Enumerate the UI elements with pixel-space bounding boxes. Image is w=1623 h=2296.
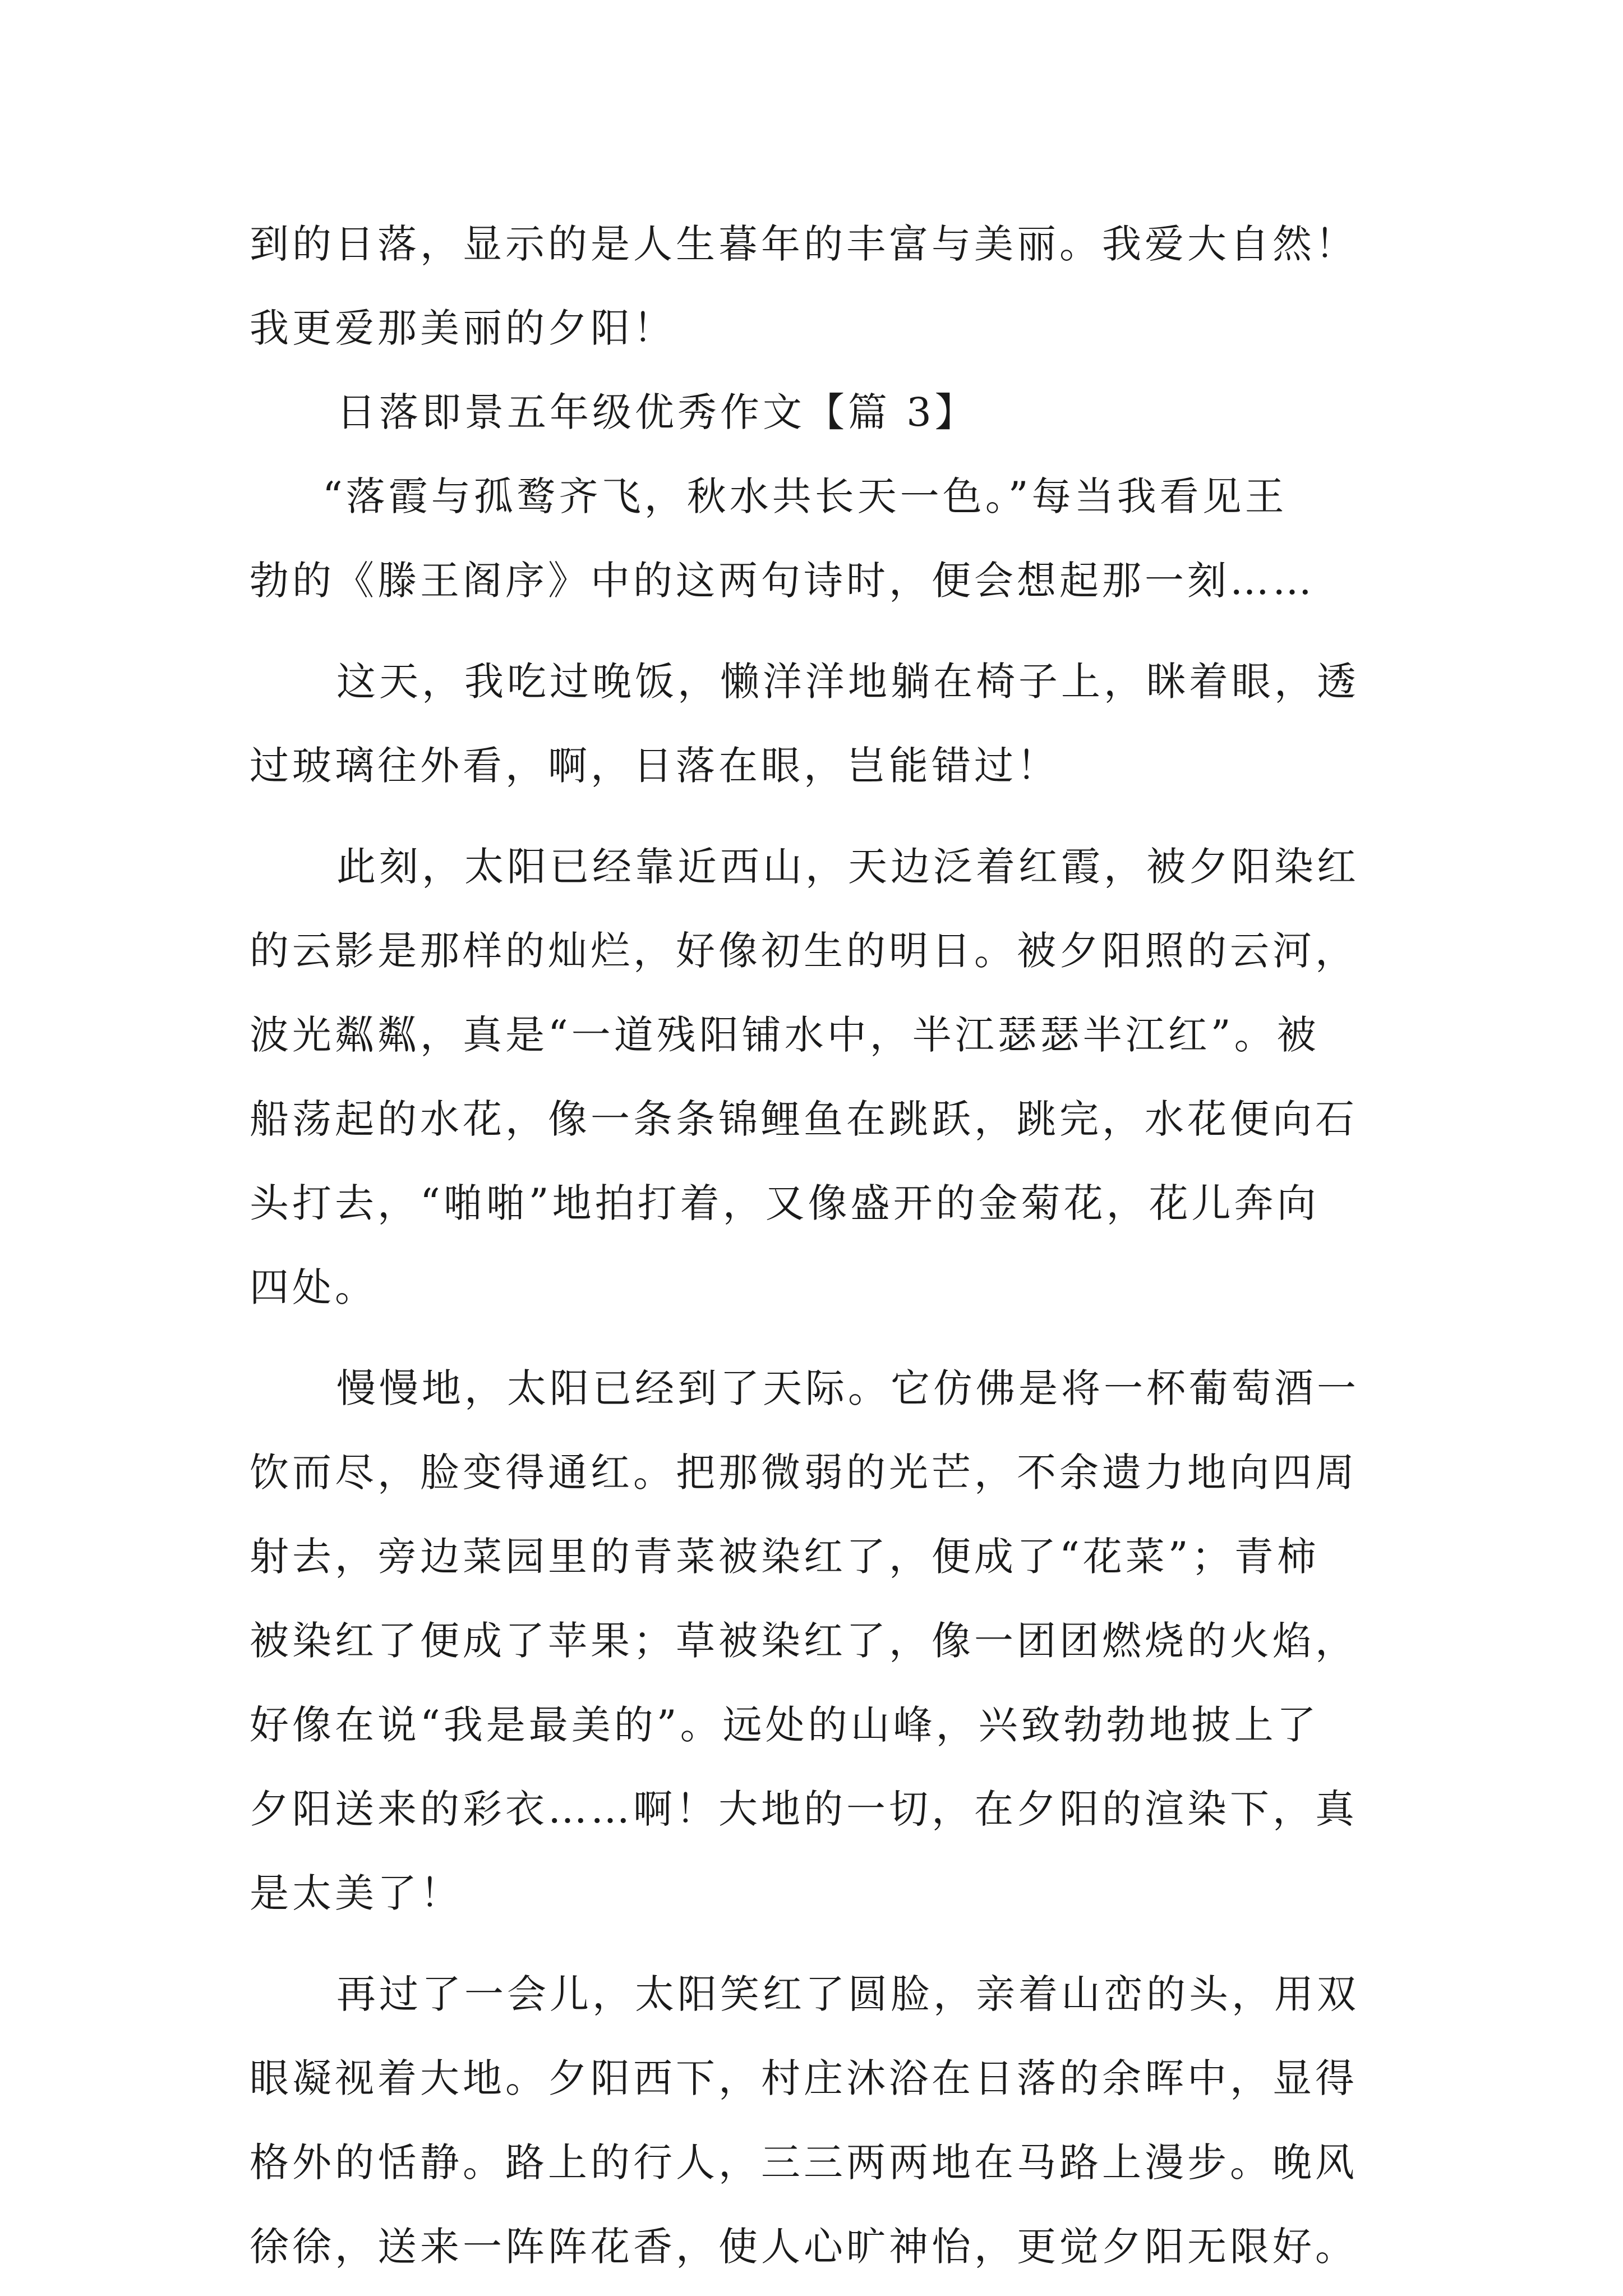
paragraph-5: [250, 1346, 1399, 1935]
paragraph-line: 徐徐，送来一阵阵花香，使人心旷神怡，更觉夕阳无限好。: [250, 2224, 1358, 2270]
paragraph-4: [250, 825, 1399, 1329]
paragraph-line: 再过了一会儿，太阳笑红了圆脸，亲着山峦的头，用双: [336, 1971, 1359, 2017]
paragraph-line: 这天，我吃过晚饭，懒洋洋地躺在椅子上，眯着眼，透: [336, 659, 1359, 705]
paragraph-1: [250, 202, 1399, 370]
document-body: [250, 202, 1399, 2289]
paragraph-line: 格外的恬静。路上的行人，三三两两地在马路上漫步。晚风: [250, 2139, 1358, 2185]
section-title: 日落即景五年级优秀作文【篇 3】: [336, 389, 978, 435]
paragraph-line: 好像在说“我是最美的”。远处的山峰，兴致勃勃地披上了: [250, 1702, 1320, 1748]
paragraph-line: 慢慢地，太阳已经到了天际。它仿佛是将一杯葡萄酒一: [336, 1365, 1359, 1411]
paragraph-line: 射去，旁边菜园里的青菜被染红了，便成了“花菜”；青柿: [250, 1534, 1320, 1580]
paragraph-line: 此刻，太阳已经靠近西山，天边泛着红霞，被夕阳染红: [336, 844, 1359, 890]
paragraph-line: 过玻璃往外看，啊，日落在眼，岂能错过！: [250, 743, 1059, 789]
paragraph-line: 是太美了！: [250, 1870, 463, 1916]
paragraph-line: 船荡起的水花，像一条条锦鲤鱼在跳跃，跳完，水花便向石: [250, 1096, 1358, 1142]
paragraph-line: 的云影是那样的灿烂，好像初生的明日。被夕阳照的云河，: [250, 928, 1358, 974]
paragraph-line: “落霞与孤鹜齐飞，秋水共长天一色。”每当我看见王: [322, 473, 1288, 519]
paragraph-line: 我更爱那美丽的夕阳！: [250, 305, 676, 351]
paragraph-line: 饮而尽，脸变得通红。把那微弱的光芒，不余遗力地向四周: [250, 1450, 1358, 1496]
paragraph-line: 勃的《滕王阁序》中的这两句诗时，便会想起那一刻……: [250, 558, 1315, 604]
paragraph-line: 到的日落，显示的是人生暮年的丰富与美丽。我爱大自然！: [250, 221, 1358, 267]
paragraph-2: [250, 454, 1399, 623]
paragraph-line: 眼凝视着大地。夕阳西下，村庄沐浴在日落的余晖中，显得: [250, 2055, 1358, 2101]
paragraph-line: 波光粼粼，真是“一道残阳铺水中，半江瑟瑟半江红”。被: [250, 1012, 1320, 1058]
paragraph-line: 被染红了便成了苹果；草被染红了，像一团团燃烧的火焰，: [250, 1618, 1358, 1664]
paragraph-6: [250, 1952, 1399, 2289]
paragraph-line: 夕阳送来的彩衣……啊！大地的一切，在夕阳的渲染下，真: [250, 1786, 1358, 1832]
paragraph-line: 四处。: [250, 1264, 377, 1310]
paragraph-line: 头打去，“啪啪”地拍打着，又像盛开的金菊花，花儿奔向: [250, 1180, 1320, 1226]
paragraph-3: [250, 639, 1399, 808]
